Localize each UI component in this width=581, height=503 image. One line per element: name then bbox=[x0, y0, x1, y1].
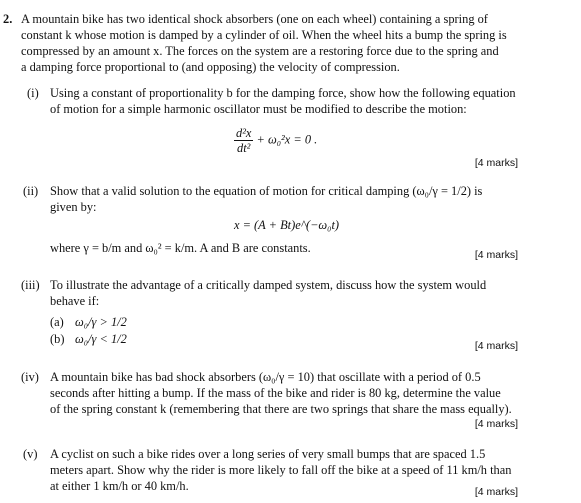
fraction-denominator: dt² bbox=[237, 141, 251, 155]
part-ii-where: where γ = b/m and ω₀² = k/m. A and B are constants. bbox=[50, 241, 311, 255]
intro-line-4: a damping force proportional to (and opposing) the velocity of compression. bbox=[21, 60, 400, 74]
part-ii-label: (ii) bbox=[23, 184, 39, 198]
part-iv-line-1: A mountain bike has bad shock absorbers (ω₀/γ = 10) that oscillate with a period of 0.5 bbox=[50, 370, 481, 384]
part-ii-line-1: Show that a valid solution to the equation of motion for critical damping (ω₀/γ = 1/2) is bbox=[50, 184, 483, 198]
fraction-numerator: d²x bbox=[236, 126, 252, 140]
intro-line-3: compressed by an amount x. The forces on the system are a restoring force due to the spring and bbox=[21, 44, 499, 58]
part-v-label: (v) bbox=[23, 447, 38, 461]
part-i-label: (i) bbox=[27, 86, 39, 100]
equation-rest: + ω₀²x = 0 . bbox=[256, 132, 318, 147]
part-iv-line-3: of the spring constant k (remembering that there are two springs that share the mass equally). bbox=[50, 402, 512, 416]
part-i-equation bbox=[234, 126, 317, 155]
part-iii-line-1: To illustrate the advantage of a critically damped system, discuss how the system would bbox=[50, 278, 487, 292]
part-iii-b-label: (b) bbox=[50, 332, 65, 346]
part-iii-line-2: behave if: bbox=[50, 294, 100, 308]
question-number: 2. bbox=[3, 12, 13, 26]
part-i-line-1: Using a constant of proportionality b for the damping force, show how the following equation bbox=[50, 86, 516, 100]
equation-fraction bbox=[234, 126, 253, 155]
part-v-marks: [4 marks] bbox=[474, 486, 518, 498]
part-iii-marks: [4 marks] bbox=[474, 340, 518, 352]
part-iv-line-2: seconds after hitting a bump. If the mass of the bike and rider is 80 kg, determine the value bbox=[50, 386, 501, 400]
intro-line-2: constant k whose motion is damped by a cylinder of oil. When the wheel hits a bump the spring is bbox=[21, 28, 507, 42]
part-iv-label: (iv) bbox=[21, 370, 39, 384]
part-iv-marks: [4 marks] bbox=[474, 418, 518, 430]
part-iii-label: (iii) bbox=[21, 278, 40, 292]
part-i-marks: [4 marks] bbox=[474, 157, 518, 169]
part-v-line-2: meters apart. Show why the rider is more likely to fall off the bike at a speed of 11 km/h than bbox=[50, 463, 512, 477]
part-v-line-3: at either 1 km/h or 40 km/h. bbox=[50, 479, 189, 493]
part-v-line-1: A cyclist on such a bike rides over a long series of very small bumps that are spaced 1.5 bbox=[50, 447, 486, 461]
part-i-line-2: of motion for a simple harmonic oscillator must be modified to describe the motion: bbox=[50, 102, 467, 116]
intro-line-1: A mountain bike has two identical shock absorbers (one on each wheel) containing a spring of bbox=[21, 12, 488, 26]
part-ii-line-2: given by: bbox=[50, 200, 97, 214]
part-ii-equation: x = (A + Bt)e^(−ω₀t) bbox=[234, 218, 340, 232]
part-iii-b-text: ω₀/γ < 1/2 bbox=[75, 332, 127, 346]
part-iii-a-text: ω₀/γ > 1/2 bbox=[75, 315, 127, 329]
part-ii-marks: [4 marks] bbox=[474, 249, 518, 261]
part-iii-a-label: (a) bbox=[50, 315, 64, 329]
